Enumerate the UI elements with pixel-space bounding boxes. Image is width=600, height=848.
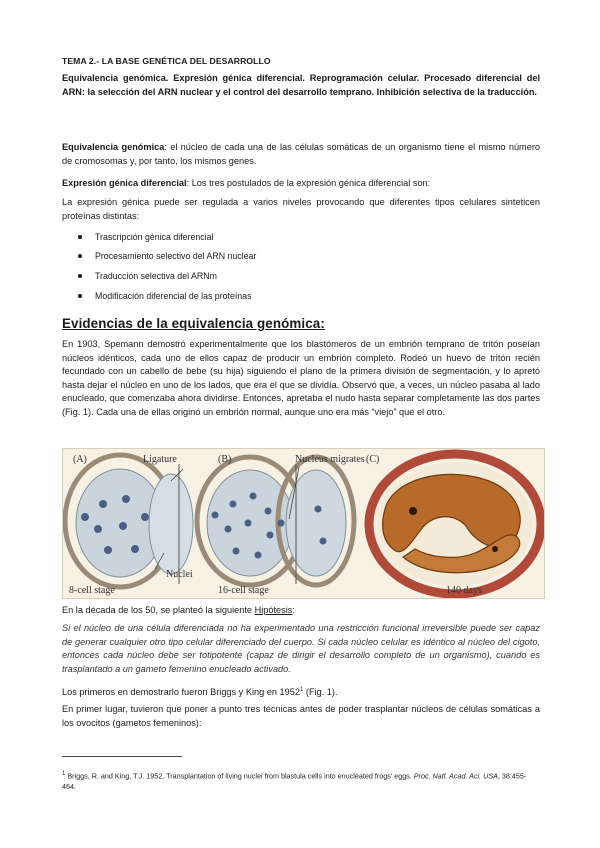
bullet-icon bbox=[78, 254, 82, 258]
panel-c-label: (C) bbox=[366, 454, 380, 465]
bullet-text: Trascripción génica diferencial bbox=[95, 232, 214, 242]
nucleus-migrates-label: Nucleus migrates bbox=[295, 454, 365, 465]
bullet-text: Procesamiento selectivo del ARN nuclear bbox=[95, 251, 257, 261]
bullet-icon bbox=[78, 294, 82, 298]
page-subtitle: Equivalencia genómica. Expresión génica diferencial. Reprogramación celular. Procesado diferencial del ARN: la selección del ARN nuclear y el control del desarrollo temprano. Inhibición selectiva de la traducción. bbox=[62, 73, 540, 97]
days-140-label: 140 days bbox=[446, 585, 482, 596]
footnote-ref[interactable]: 1 bbox=[299, 687, 304, 693]
tecnicas-paragraph: En primer lugar, tuvieron que poner a punto tres técnicas antes de poder trasplantar núcleos de células somáticas a los ovocitos (gametos femeninos): bbox=[62, 704, 540, 728]
panel-a bbox=[65, 455, 193, 587]
figure-1 bbox=[62, 448, 545, 599]
bullet-text: Traducción selectiva del ARNm bbox=[95, 271, 217, 281]
stage-16-label: 16-cell stage bbox=[218, 585, 269, 596]
equivalencia-label: Equivalencia genómica bbox=[62, 142, 165, 152]
page-title: TEMA 2.- LA BASE GENÉTICA DEL DESARROLLO bbox=[62, 56, 271, 66]
equivalencia-text: : el núcleo de cada una de las células somáticas de un organismo tiene el mismo número de cromosomas y, por tanto, los mismos genes. bbox=[62, 142, 540, 166]
footnote bbox=[62, 769, 540, 792]
footnote-journal: Proc. Natl. Acad. Aci. USA bbox=[413, 771, 498, 781]
footnote-divider bbox=[62, 756, 182, 757]
hipotesis-statement: Si el núcleo de una célula diferenciada no ha experimentado una restricción funcional irreversible puede ser capaz de generar cualquier otro tipo celular diferenciado del cuerpo. Si cada núcleo celular es idéntico al núcleo del cigoto, entonces cada núcleo debe ser totipotente (capaz de dirigir el desarrollo completo de un organismo), cuando es trasplantado a un gameto femenino enucleado activado. bbox=[62, 623, 540, 674]
footnote-ref-text: , 38:455-464. bbox=[62, 771, 527, 791]
panel-c bbox=[369, 454, 541, 594]
briggs-after: (Fig. 1). bbox=[303, 687, 338, 698]
hipotesis-colon: : bbox=[292, 605, 295, 615]
panel-b bbox=[197, 457, 354, 585]
expresion-text: : Los tres postulados de la expresión génica diferencial son: bbox=[186, 178, 431, 188]
figure-illustration bbox=[63, 449, 544, 598]
section-heading: Evidencias de la equivalencia genómica: bbox=[62, 316, 325, 331]
nuclei-label: Nuclei bbox=[166, 569, 193, 580]
stage-8-label: 8-cell stage bbox=[69, 585, 115, 596]
hipotesis-intro-text: En la década de los 50, se planteó la siguiente bbox=[62, 605, 255, 615]
briggs-text: Los primeros en demostrarlo fueron Briggs y King en 1952 bbox=[62, 687, 300, 698]
bullet-icon bbox=[78, 235, 82, 239]
spemann-paragraph: En 1903, Spemann demostró experimentalmente que los blastómeros de un embrión temprano de tritón poseían núcleos idénticos, cada uno de ellos capaz de producir un embrión completo. Rodeó un huevo de tritón recién fecundado con un cabello de bebe (su hija) siguiendo el plano de la primera división de segmentación, y lo apretó hasta dejar el núcleo en uno de los lados, que era el que se dividía. Observó que, a veces, un núcleo pasaba al lado enucleado, que comenzaba ahora dividirse. Entonces, apretaba el nudo hasta separar completamente las dos partes (Fig. 1). Cada una de ellas originó un embrión normal, aunque uno era más “viejo” que el otro. bbox=[62, 339, 540, 417]
expresion-label: Expresión génica diferencial bbox=[62, 178, 187, 188]
hipotesis-intro bbox=[62, 604, 540, 618]
briggs-paragraph bbox=[62, 684, 540, 700]
panel-a-label: (A) bbox=[73, 454, 87, 465]
expresion-paragraph bbox=[62, 177, 540, 191]
footnote-text: Briggs, R. and King, T.J. 1952. Transplantation of living nuclei from blastula cells into enucleated frogs' eggs. bbox=[65, 771, 414, 781]
footnote-number: 1 bbox=[62, 771, 66, 777]
hipotesis-word: Hipótesis bbox=[254, 605, 293, 615]
panel-b-label: (B) bbox=[218, 454, 232, 465]
ligature-label: Ligature bbox=[143, 454, 177, 465]
expresion-intro: La expresión génica puede ser regulada a varios niveles provocando que diferentes tipos celulares sinteticen proteínas distintas: bbox=[62, 197, 540, 221]
equivalencia-paragraph bbox=[62, 141, 540, 168]
bullet-icon bbox=[78, 274, 82, 278]
bullet-text: Modificación diferencial de las proteínas bbox=[95, 291, 252, 301]
